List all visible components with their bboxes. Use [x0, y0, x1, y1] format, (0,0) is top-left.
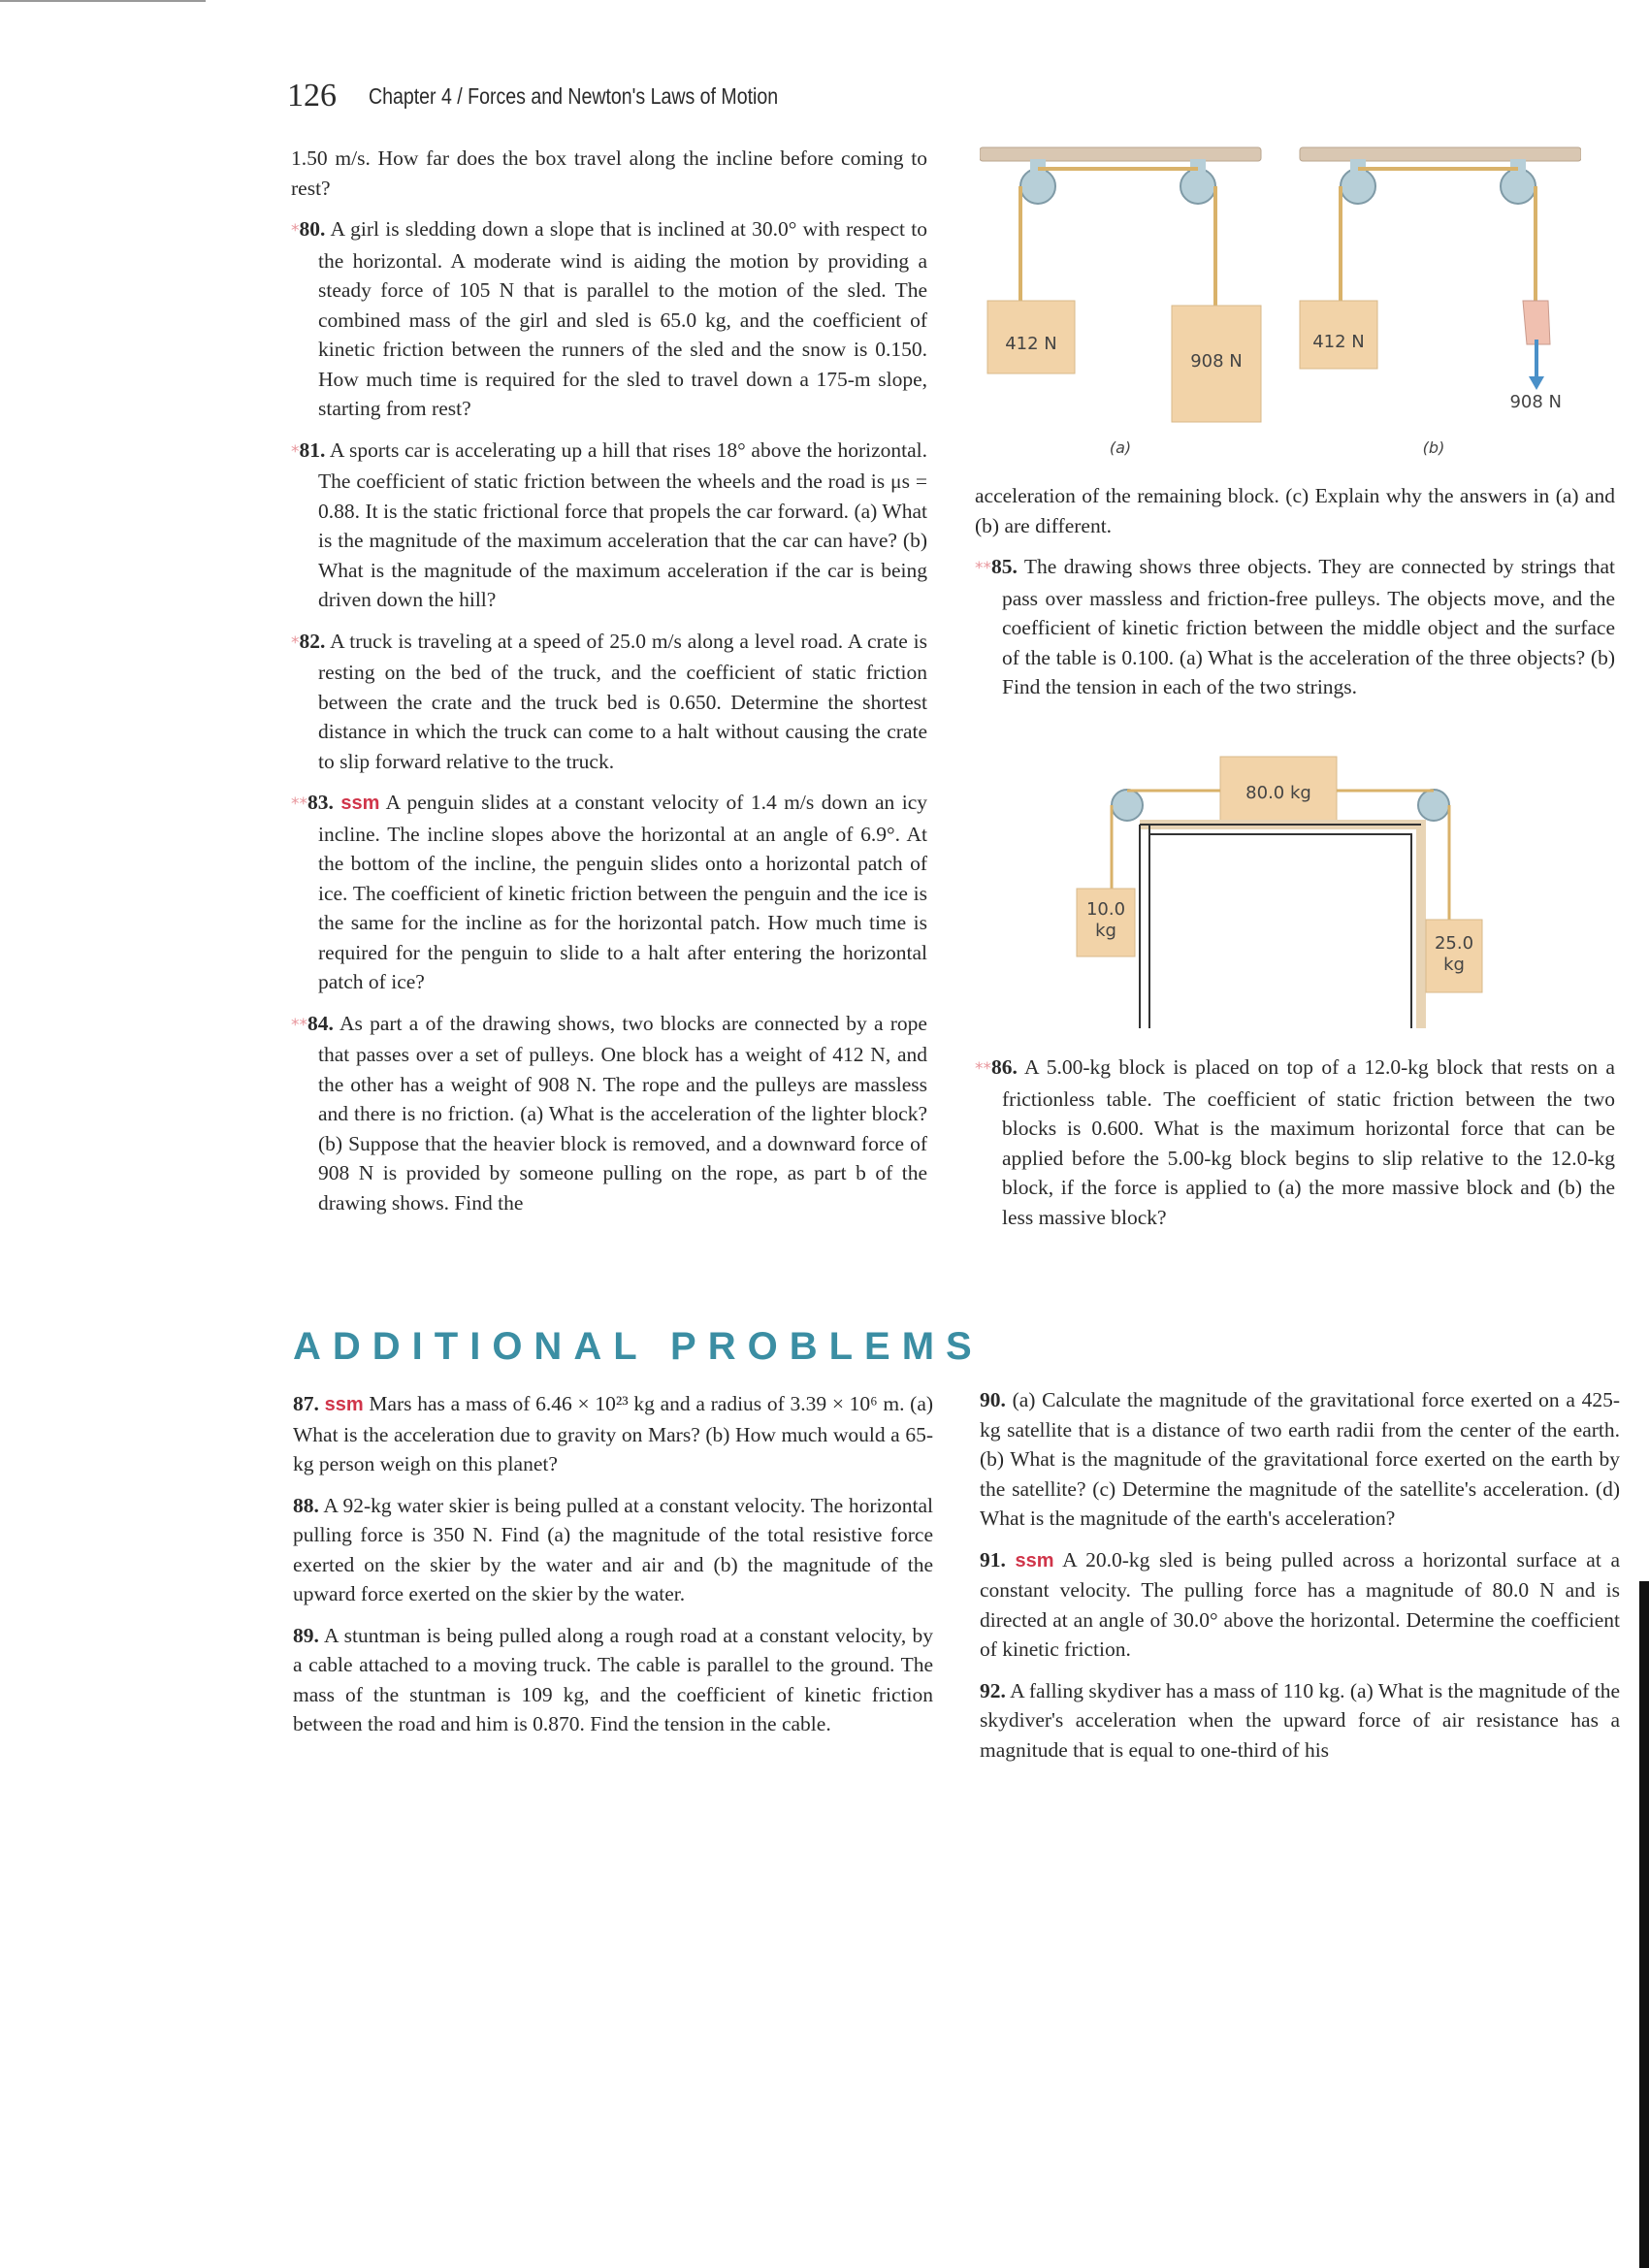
problem-number: 85. [991, 555, 1018, 578]
pulley-right [1418, 790, 1449, 821]
continuation-text: 1.50 m/s. How far does the box travel along the incline before coming to rest? [291, 146, 927, 200]
ceiling-b [1300, 147, 1581, 161]
scan-binding-edge [1639, 1581, 1649, 2268]
additional-left [293, 1389, 933, 1751]
ssm-tag: ssm [340, 793, 380, 814]
problem-text: A stuntman is being pulled along a rough road at a constant velocity, by a cable attached to a moving truck. The cable is parallel to the ground. The mass of the stuntman is 109 kg, and the coefficient of kinetic friction between the road and him is 0.870. Find the tension in the cable. [293, 1623, 933, 1735]
problem-text: A penguin slides at a constant velocity of 1.4 m/s down an icy incline. The incline slopes above the horizontal at an angle of 6.9°. At the bottom of the incline, the penguin slides onto a horizontal patch of ice. The coefficient of kinetic friction between the penguin and the ice is the same for the incline as for the horizontal patch. How much time is required for the penguin to slide to a halt after entering the horizontal patch of ice? [318, 791, 927, 993]
block-label: 80.0 kg [1245, 783, 1311, 803]
problem-number: 82. [299, 629, 326, 653]
problem-85 [975, 552, 1615, 702]
problem-92 [980, 1676, 1620, 1766]
ssm-tag: ssm [324, 1394, 364, 1415]
table-outline [1140, 825, 1421, 1028]
pulley-mount [1190, 159, 1206, 186]
ceiling-a [980, 147, 1261, 161]
problem-number: 89. [293, 1623, 319, 1647]
continuation-text: acceleration of the remaining block. (c) Explain why the answers in (a) and (b) are different. [975, 484, 1615, 537]
pulley-mount [1030, 159, 1046, 186]
block-label: 412 N [1312, 332, 1365, 352]
block-label: kg [1443, 955, 1465, 975]
figure-table-blocks [1067, 755, 1494, 1028]
problem-text: A 5.00-kg block is placed on top of a 12.0-kg block that rests on a frictionless table. The coefficient of static friction between the two blocks is 0.600. What is the maximum horizontal force that can be applied before the 5.00-kg block begins to slip relative to the 12.0-kg block, if the force is applied to (a) the more massive block and (b) the less massive block? [1002, 1055, 1615, 1229]
difficulty-stars: ** [291, 794, 307, 814]
additional-right [980, 1385, 1620, 1776]
problem-number: 86. [991, 1055, 1018, 1079]
difficulty-stars: ** [975, 559, 991, 578]
problem-81 [291, 436, 927, 615]
problem-text: The drawing shows three objects. They are connected by strings that pass over massless and friction-free pulleys. The objects move, and the coefficient of kinetic friction between the middle object and the surface of the table is 0.100. (a) What is the acceleration of the three objects? (b) Find the tension in each of the two strings. [1002, 555, 1615, 698]
problem-80 [291, 214, 927, 424]
pulley-left [1112, 790, 1143, 821]
pulley-mount [1350, 159, 1366, 186]
label-b: (b) [1422, 438, 1445, 456]
problem-number: 81. [299, 437, 326, 462]
problem-number: 84. [307, 1011, 334, 1035]
label-a: (a) [1109, 438, 1132, 456]
right-column-bottom [975, 1053, 1615, 1244]
problem-number: 92. [980, 1678, 1006, 1702]
page-number: 126 [287, 78, 337, 113]
figure-pulley-blocks [980, 146, 1581, 456]
difficulty-stars: ** [975, 1059, 991, 1079]
chapter-title: Chapter 4 / Forces and Newton's Laws of Motion [369, 83, 779, 109]
problem-number: 87. [293, 1392, 319, 1415]
scan-edge-line [0, 0, 206, 2]
block-label: 412 N [1005, 334, 1057, 354]
pulley-mount [1510, 159, 1526, 186]
force-arrow-head [1529, 376, 1544, 390]
problem-text: A truck is traveling at a speed of 25.0 m/s along a level road. A crate is resting on the bed of the truck, and the coefficient of static friction between the crate and the truck bed is 0.650. Determine the shortest distance in which the truck can come to a halt without causing the crate to slip forward relative to the truck. [318, 629, 927, 773]
problem-text: A falling skydiver has a mass of 110 kg. (a) What is the magnitude of the skydiver's acceleration when the upward force of air resistance has a magnitude that is equal to one-third of his [980, 1678, 1620, 1762]
problem-90 [980, 1385, 1620, 1534]
block-label: kg [1095, 921, 1116, 941]
section-heading: ADDITIONAL PROBLEMS [293, 1325, 984, 1368]
problem-88 [293, 1491, 933, 1609]
block-label: 10.0 [1085, 899, 1126, 920]
difficulty-stars: * [291, 221, 300, 241]
force-label: 908 N [1509, 392, 1562, 412]
problem-text: (a) Calculate the magnitude of the gravitational force exerted on a 425-kg satellite that is a distance of two earth radii from the center of the earth. (b) What is the magnitude of the gravitational force exerted on the earth by the satellite? (c) Determine the magnitude of the satellite's acceleration. (d) What is the magnitude of the earth's acceleration? [980, 1388, 1621, 1530]
problem-89 [293, 1621, 933, 1739]
problem-number: 88. [293, 1493, 319, 1517]
problem-87 [293, 1389, 933, 1479]
problem-number: 83. [307, 791, 334, 814]
problem-text: A 20.0-kg sled is being pulled across a horizontal surface at a constant velocity. The pulling force has a magnitude of 80.0 N and is directed at an angle of 30.0° above the horizontal. Determine the coefficient of kinetic friction. [980, 1547, 1620, 1661]
problem-text: Mars has a mass of 6.46 × 10²³ kg and a radius of 3.39 × 10⁶ m. (a) What is the acceleration due to gravity on Mars? (b) How much would a 65-kg person weigh on this planet? [293, 1392, 934, 1475]
problem-84 [291, 1009, 927, 1218]
problem-86 [975, 1053, 1615, 1232]
difficulty-stars: ** [291, 1015, 307, 1035]
problem-number: 80. [299, 217, 326, 241]
right-column-top [975, 481, 1615, 714]
problem-text: A 92-kg water skier is being pulled at a constant velocity. The horizontal pulling force is 350 N. Find (a) the magnitude of the total resistive force exerted on the skier by the water and air and (b) the magnitude of the upward force exerted on the skier by the water. [293, 1493, 933, 1605]
ssm-tag: ssm [1015, 1549, 1054, 1571]
hand-pulling [1523, 301, 1550, 344]
table-top-surface [1140, 825, 1421, 1028]
left-column [291, 144, 927, 1229]
problem-text: A girl is sledding down a slope that is inclined at 30.0° with respect to the horizontal. A moderate wind is aiding the motion by providing a steady force of 105 N that is parallel to the motion of the sled. The combined mass of the girl and sled is 65.0 kg, and the coefficient of kinetic friction between the runners of the sled and the snow is 0.150. How much time is required for the sled to travel down a 175-m slope, starting from rest? [318, 217, 927, 420]
problem-83 [291, 788, 927, 997]
problem-number: 91. [980, 1547, 1006, 1571]
problem-82 [291, 627, 927, 777]
problem-91 [980, 1545, 1620, 1665]
block-label: 908 N [1190, 351, 1243, 372]
difficulty-stars: * [291, 441, 300, 462]
block-label: 25.0 [1434, 933, 1474, 954]
problem-text: As part a of the drawing shows, two blocks are connected by a rope that passes over a set of pulleys. One block has a weight of 412 N, and the other has a weight of 908 N. The rope and the pulleys are massless and there is no friction. (a) What is the acceleration of the lighter block? (b) Suppose that the heavier block is removed, and a downward force of 908 N is provided by someone pulling on the rope, as part b of the drawing shows. Find the [318, 1011, 927, 1215]
problem-text: A sports car is accelerating up a hill that rises 18° above the horizontal. The coefficient of static friction between the wheels and the road is μs = 0.88. It is the static frictional force that propels the car forward. (a) What is the magnitude of the maximum acceleration that the car can have? (b) What is the magnitude of the maximum acceleration if the car is being driven down the hill? [318, 437, 927, 611]
difficulty-stars: * [291, 632, 300, 653]
problem-number: 90. [980, 1388, 1006, 1411]
